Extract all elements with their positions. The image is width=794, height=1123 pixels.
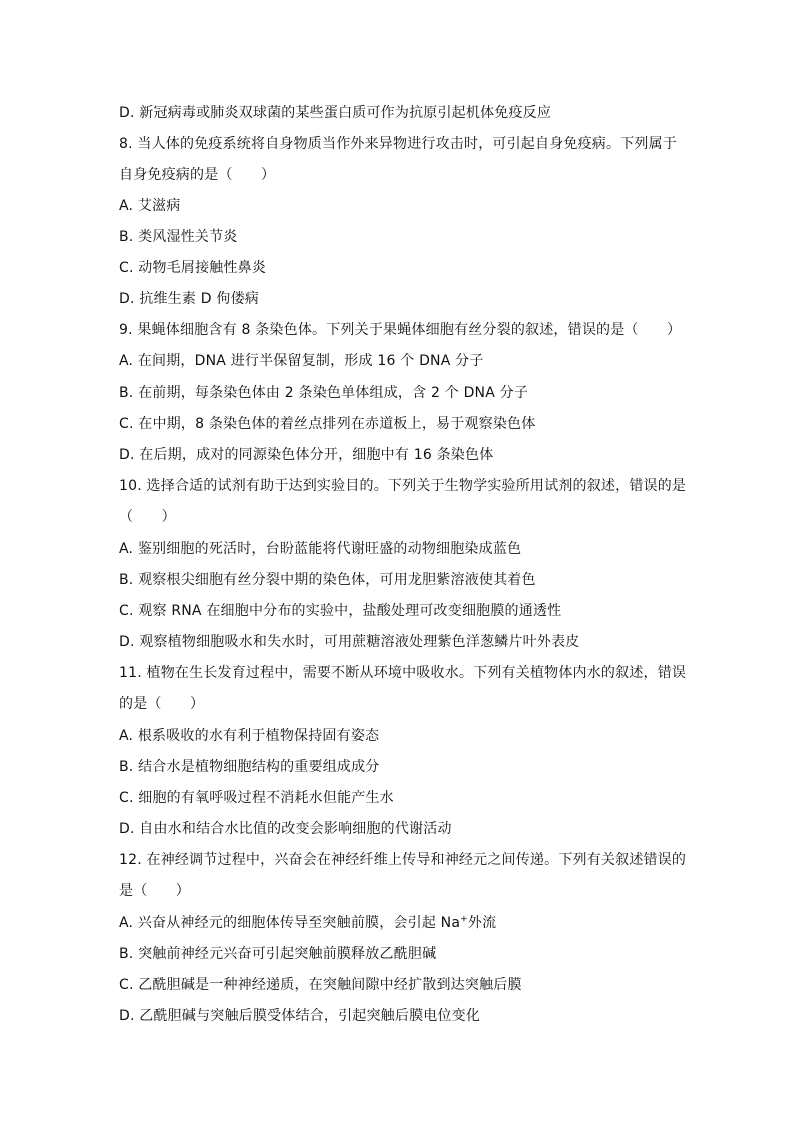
na-superscript: +	[460, 914, 468, 925]
q8-option-b: B. 类风湿性关节炎	[119, 229, 238, 245]
q9-stem: 9. 果蝇体细胞含有 8 条染色体。下列关于果蝇体细胞有丝分裂的叙述，错误的是（ ）	[119, 322, 682, 338]
q8-option-c: C. 动物毛屑接触性鼻炎	[119, 260, 267, 276]
q11-option-d: D. 自由水和结合水比值的改变会影响细胞的代谢活动	[119, 821, 452, 837]
q10-option-d: D. 观察植物细胞吸水和失水时，可用蔗糖溶液处理紫色洋葱鳞片叶外表皮	[119, 634, 580, 650]
q11-option-c: C. 细胞的有氧呼吸过程不消耗水但能产生水	[119, 790, 394, 806]
q7-option-d: D. 新冠病毒或肺炎双球菌的某些蛋白质可作为抗原引起机体免疫反应	[119, 105, 552, 121]
q12-stem-line-2: 是（ ）	[119, 883, 190, 899]
q10-stem-line-1: 10. 选择合适的试剂有助于达到实验目的。下列关于生物学实验所用试剂的叙述，错误的是	[119, 478, 687, 494]
q12-option-a-text: A. 兴奋从神经元的细胞体传导至突触前膜，会引起 Na	[119, 915, 461, 931]
q8-option-d: D. 抗维生素 D 佝偻病	[119, 291, 259, 307]
q8-option-a: A. 艾滋病	[119, 198, 181, 214]
q12-option-c: C. 乙酰胆碱是一种神经递质，在突触间隙中经扩散到达突触后膜	[119, 977, 522, 993]
q12-option-b: B. 突触前神经元兴奋可引起突触前膜释放乙酰胆碱	[119, 946, 437, 962]
q11-option-b: B. 结合水是植物细胞结构的重要组成成分	[119, 759, 380, 775]
q10-option-a: A. 鉴别细胞的死活时，台盼蓝能将代谢旺盛的动物细胞染成蓝色	[119, 541, 522, 557]
q11-stem-line-1: 11. 植物在生长发育过程中，需要不断从环境中吸收水。下列有关植物体内水的叙述，错误	[119, 665, 687, 681]
q12-option-a	[119, 914, 679, 932]
q10-option-b: B. 观察根尖细胞有丝分裂中期的染色体，可用龙胆紫溶液使其着色	[119, 572, 536, 588]
q12-stem-line-1: 12. 在神经调节过程中，兴奋会在神经纤维上传导和神经元之间传递。下列有关叙述错误的	[119, 852, 687, 868]
q9-option-c: C. 在中期，8 条染色体的着丝点排列在赤道板上，易于观察染色体	[119, 416, 536, 432]
q12-option-d: D. 乙酰胆碱与突触后膜受体结合，引起突触后膜电位变化	[119, 1008, 481, 1024]
q8-stem-line-2: 自身免疫病的是（ ）	[119, 167, 276, 183]
q9-option-a: A. 在间期，DNA 进行半保留复制，形成 16 个 DNA 分子	[119, 353, 484, 369]
q8-stem-line-1: 8. 当人体的免疫系统将自身物质当作外来异物进行攻击时，可引起自身免疫病。下列属于	[119, 136, 678, 152]
q11-stem-line-2: 的是（ ）	[119, 696, 205, 712]
q10-stem-line-2: （ ）	[119, 509, 176, 525]
q9-option-d: D. 在后期，成对的同源染色体分开，细胞中有 16 条染色体	[119, 447, 494, 463]
q11-option-a: A. 根系吸收的水有利于植物保持固有姿态	[119, 728, 380, 744]
q12-option-a-suffix: 外流	[467, 915, 497, 931]
q10-option-c: C. 观察 RNA 在细胞中分布的实验中，盐酸处理可改变细胞膜的通透性	[119, 603, 562, 619]
q9-option-b: B. 在前期，每条染色体由 2 条染色单体组成，含 2 个 DNA 分子	[119, 385, 529, 401]
